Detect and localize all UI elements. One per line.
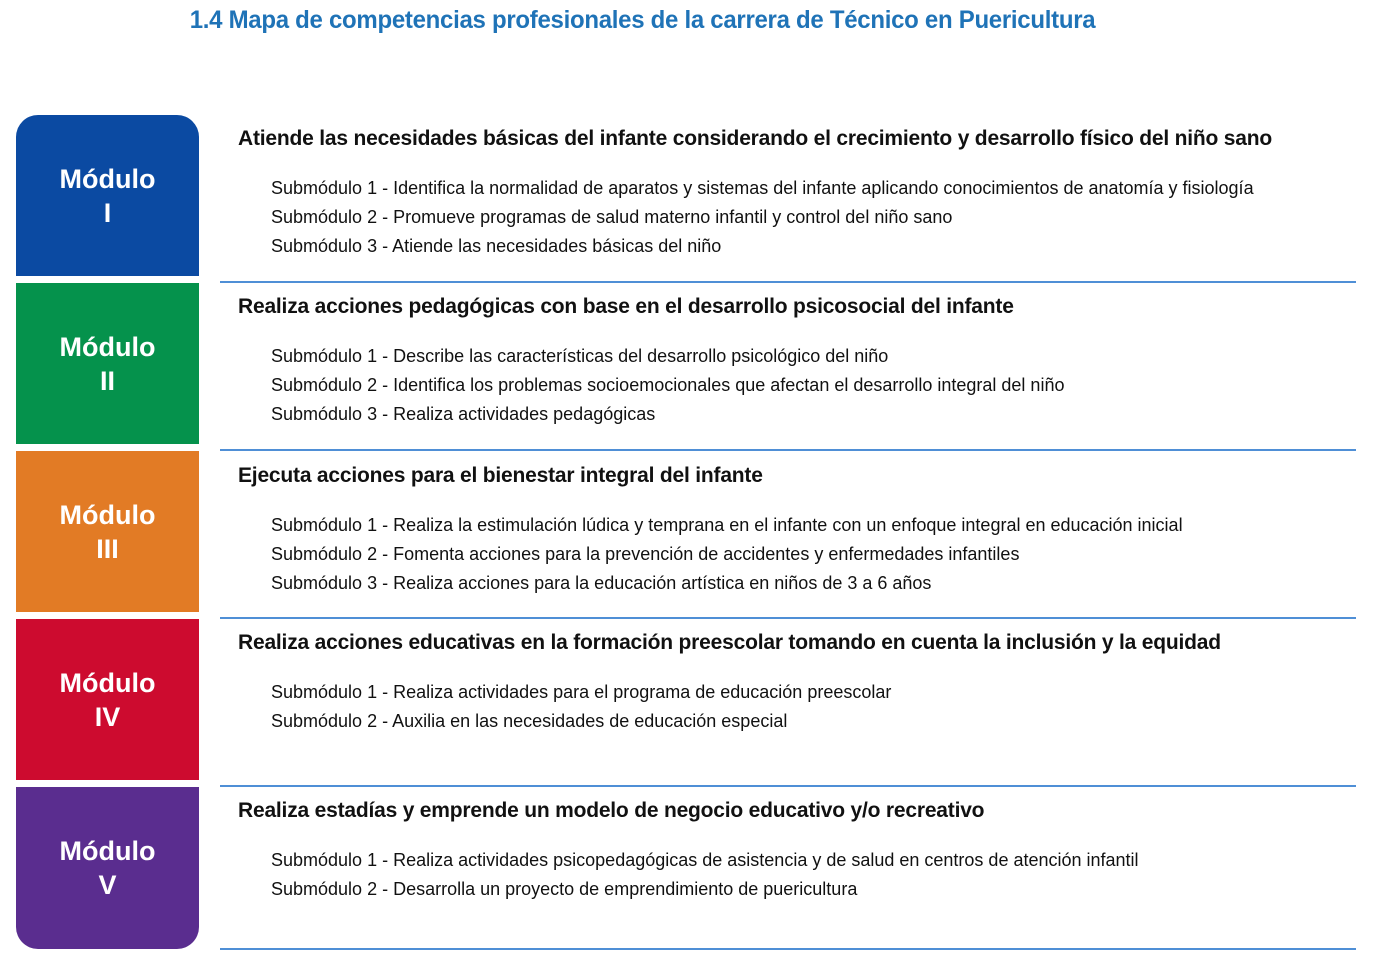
module-2-competence: Realiza acciones pedagógicas con base en el desarrollo psicosocial del infante <box>238 295 1014 318</box>
module-5-word: Módulo <box>59 836 156 866</box>
module-4-section <box>220 630 1356 736</box>
module-5-submodules <box>220 846 1356 904</box>
module-2-submodule-2: Submódulo 2 - Identifica los problemas socioemocionales que afectan el desarrollo integral del niño <box>271 375 1065 395</box>
module-1-label <box>16 115 199 276</box>
module-4-numeral: IV <box>94 701 121 732</box>
module-3-numeral: III <box>96 533 119 564</box>
module-1-submodules <box>220 174 1356 261</box>
divider <box>220 281 1356 283</box>
module-1-word: Módulo <box>59 163 156 194</box>
module-5-submodule-2: Submódulo 2 - Desarrolla un proyecto de emprendimiento de puericultura <box>271 879 858 899</box>
module-3-word: Módulo <box>59 499 156 530</box>
module-5-label <box>16 787 199 949</box>
module-2-label <box>16 283 199 444</box>
module-2-submodules <box>220 342 1356 429</box>
module-5-numeral: V <box>98 870 117 900</box>
module-5-competence: Realiza estadías y emprende un modelo de negocio educativo y/o recreativo <box>238 799 985 822</box>
divider <box>220 617 1356 619</box>
module-1-numeral: I <box>103 197 112 228</box>
divider <box>220 449 1356 451</box>
module-5-submodule-1: Submódulo 1 - Realiza actividades psicopedagógicas de asistencia y de salud en centros de atención infantil <box>271 850 1139 870</box>
module-3-submodule-3: Submódulo 3 - Realiza acciones para la educación artística en niños de 3 a 6 años <box>271 573 932 593</box>
module-3-label <box>16 451 199 612</box>
page-title: 1.4 Mapa de competencias profesionales de la carrera de Técnico en Puericultura <box>189 6 1096 34</box>
divider <box>220 948 1356 950</box>
module-4-submodule-2: Submódulo 2 - Auxilia en las necesidades de educación especial <box>271 711 788 731</box>
module-4-label <box>16 619 199 780</box>
module-1-competence: Atiende las necesidades básicas del infante considerando el crecimiento y desarrollo físico del niño sano <box>238 127 1273 150</box>
module-4-competence: Realiza acciones educativas en la formación preescolar tomando en cuenta la inclusión y la equidad <box>238 631 1221 654</box>
divider <box>220 785 1356 787</box>
module-2-section <box>220 294 1356 429</box>
module-3-section <box>220 463 1356 598</box>
module-1-submodule-3: Submódulo 3 - Atiende las necesidades básicas del niño <box>271 236 722 256</box>
module-2-numeral: II <box>99 365 115 396</box>
module-3-submodule-1: Submódulo 1 - Realiza la estimulación lúdica y temprana en el infante con un enfoque integral en educación inicial <box>271 515 1183 535</box>
module-4-word: Módulo <box>59 667 156 698</box>
module-3-submodules <box>220 511 1356 598</box>
module-1-section <box>220 126 1356 261</box>
module-1-submodule-1: Submódulo 1 - Identifica la normalidad de aparatos y sistemas del infante aplicando conocimientos de anatomía y fisiología <box>271 178 1254 198</box>
module-2-word: Módulo <box>59 331 156 362</box>
module-3-submodule-2: Submódulo 2 - Fomenta acciones para la prevención de accidentes y enfermedades infantiles <box>271 544 1020 564</box>
module-1-submodule-2: Submódulo 2 - Promueve programas de salud materno infantil y control del niño sano <box>271 207 953 227</box>
module-2-submodule-3: Submódulo 3 - Realiza actividades pedagógicas <box>271 404 656 424</box>
module-4-submodules <box>220 678 1356 736</box>
module-3-competence: Ejecuta acciones para el bienestar integral del infante <box>238 464 763 487</box>
module-2-submodule-1: Submódulo 1 - Describe las características del desarrollo psicológico del niño <box>271 346 889 366</box>
module-5-section <box>220 798 1356 904</box>
module-4-submodule-1: Submódulo 1 - Realiza actividades para el programa de educación preescolar <box>271 682 892 702</box>
